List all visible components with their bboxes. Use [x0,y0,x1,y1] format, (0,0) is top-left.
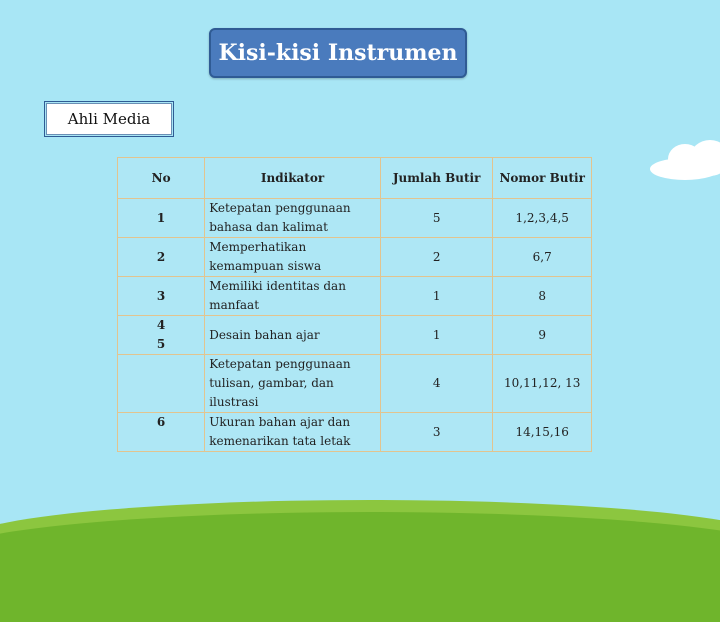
header-indikator: Indikator [205,158,381,199]
cell-jumlah: 1 [380,277,492,316]
cell-no: 3 [118,277,205,316]
cell-indikator: Memperhatikan kemampuan siswa [205,238,381,277]
cell-no-empty [118,355,205,413]
cell-indikator: Ketepatan penggunaan tulisan, gambar, dan ilustrasi [205,355,381,413]
cell-no-merged [118,316,205,355]
cell-no: 5 [156,337,166,351]
cell-indikator: Ukuran bahan ajar dan kemenarikan tata letak [205,413,381,452]
cell-jumlah: 5 [380,199,492,238]
instrument-table [117,157,592,452]
table-row [118,316,592,355]
section-label: Ahli Media [46,103,172,135]
cell-nomor: 8 [493,277,592,316]
cell-nomor: 6,7 [493,238,592,277]
cell-jumlah: 2 [380,238,492,277]
table-row [118,238,592,277]
cell-nomor: 10,11,12, 13 [493,355,592,413]
cell-nomor: 1,2,3,4,5 [493,199,592,238]
cell-indikator: Desain bahan ajar [205,316,381,355]
table-row [118,199,592,238]
cell-jumlah: 1 [380,316,492,355]
table-row [118,413,592,452]
header-no: No [118,158,205,199]
cell-no: 6 [118,413,205,452]
cell-nomor: 9 [493,316,592,355]
cell-no: 1 [118,199,205,238]
slide-title: Kisi-kisi Instrumen [209,28,467,78]
header-nomor: Nomor Butir [493,158,592,199]
grass-hill-front [0,512,720,622]
table-row [118,355,592,413]
cell-jumlah: 4 [380,355,492,413]
cell-nomor: 14,15,16 [493,413,592,452]
table-row [118,277,592,316]
cell-no: 2 [118,238,205,277]
cell-jumlah: 3 [380,413,492,452]
header-jumlah: Jumlah Butir [380,158,492,199]
cell-indikator: Ketepatan penggunaan bahasa dan kalimat [205,199,381,238]
cell-no: 4 [156,318,166,332]
cell-indikator: Memiliki identitas dan manfaat [205,277,381,316]
cloud-icon [650,140,720,180]
table-header-row [118,158,592,199]
